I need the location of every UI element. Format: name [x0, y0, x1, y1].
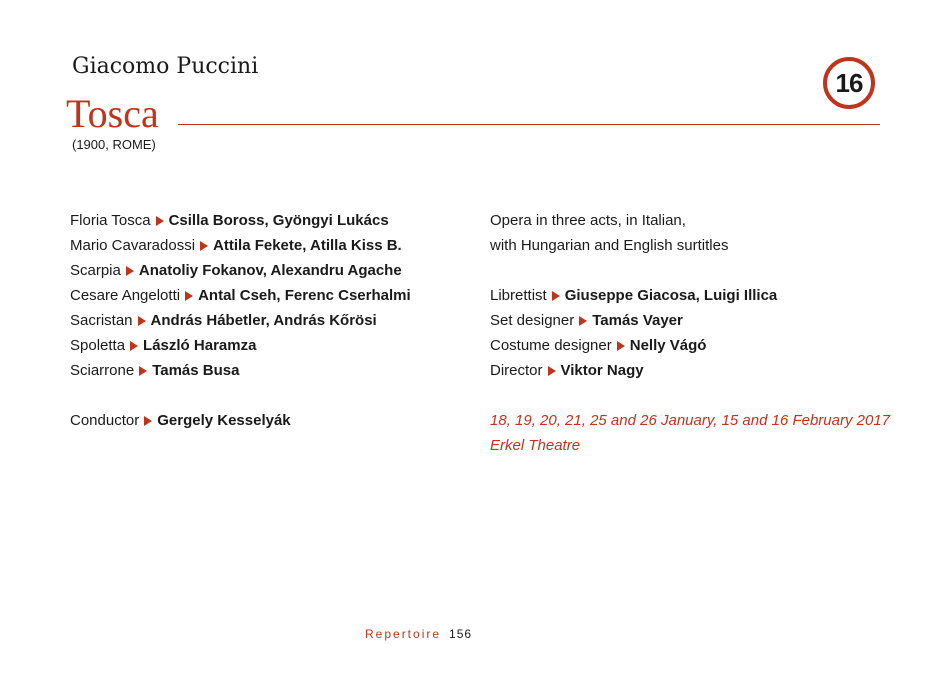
cast-role: Scarpia [70, 262, 121, 279]
cast-role: Sacristan [70, 312, 133, 329]
arrow-right-icon [144, 416, 152, 426]
cast-role: Spoletta [70, 337, 126, 354]
cast-role: Sciarrone [70, 362, 135, 379]
spacer [70, 383, 470, 408]
arrow-right-icon [579, 316, 587, 326]
arrow-right-icon [548, 366, 556, 376]
crew-names: Giuseppe Giacosa, Luigi Illica [564, 287, 778, 304]
opera-title: Tosca [66, 91, 159, 136]
cast-names: László Haramza [143, 337, 257, 354]
crew-row [490, 358, 910, 383]
page-number: 156 [449, 627, 473, 641]
cast-role: Floria Tosca [70, 212, 151, 229]
cast-names: Anatoliy Fokanov, Alexandru Agache [138, 262, 402, 279]
cast-role: Cesare Angelotti [70, 287, 181, 304]
arrow-right-icon [130, 341, 138, 351]
cast-names: Antal Cseh, Ferenc Cserhalmi [198, 287, 411, 304]
arrow-right-icon [617, 341, 625, 351]
cast-row [70, 283, 470, 308]
age-rating-value: 16 [835, 67, 863, 98]
description-line: Opera in three acts, in Italian, [490, 212, 686, 229]
crew-row [490, 308, 910, 333]
cast-role: Mario Cavaradossi [70, 237, 196, 254]
cast-column [70, 208, 470, 433]
footer-section: Repertoire [365, 627, 442, 641]
production-column [490, 208, 910, 458]
cast-names: Attila Fekete, Atilla Kiss B. [213, 237, 402, 254]
performance-dates: 18, 19, 20, 21, 25 and 26 January, 15 and 16 February 2017 [490, 412, 891, 429]
arrow-right-icon [139, 366, 147, 376]
spacer [490, 258, 910, 283]
cast-row [70, 308, 470, 333]
crew-role: Librettist [490, 287, 547, 304]
crew-role: Director [490, 362, 543, 379]
page-footer [365, 627, 472, 641]
conductor-name: Gergely Kesselyák [157, 412, 291, 429]
crew-row [490, 333, 910, 358]
conductor-row [70, 408, 470, 433]
cast-names: Tamás Busa [152, 362, 240, 379]
arrow-right-icon [138, 316, 146, 326]
premiere-info: (1900, ROME) [72, 137, 156, 152]
age-rating-badge [823, 57, 875, 109]
crew-names: Nelly Vágó [629, 337, 707, 354]
title-rule [178, 124, 880, 125]
cast-names: András Hábetler, András Kőrösi [150, 312, 377, 329]
crew-role: Costume designer [490, 337, 612, 354]
cast-row [70, 233, 470, 258]
description-line: with Hungarian and English surtitles [490, 237, 729, 254]
crew-names: Tamás Vayer [592, 312, 683, 329]
performance-venue: Erkel Theatre [490, 437, 581, 454]
arrow-right-icon [200, 241, 208, 251]
cast-row [70, 358, 470, 383]
crew-names: Viktor Nagy [560, 362, 644, 379]
crew-role: Set designer [490, 312, 575, 329]
arrow-right-icon [552, 291, 560, 301]
cast-row [70, 208, 470, 233]
arrow-right-icon [126, 266, 134, 276]
conductor-role: Conductor [70, 412, 140, 429]
arrow-right-icon [156, 216, 164, 226]
spacer [490, 383, 910, 408]
composer-name: Giacomo Puccini [72, 54, 259, 79]
arrow-right-icon [185, 291, 193, 301]
cast-row [70, 258, 470, 283]
cast-row [70, 333, 470, 358]
crew-row [490, 283, 910, 308]
cast-names: Csilla Boross, Gyöngyi Lukács [168, 212, 389, 229]
